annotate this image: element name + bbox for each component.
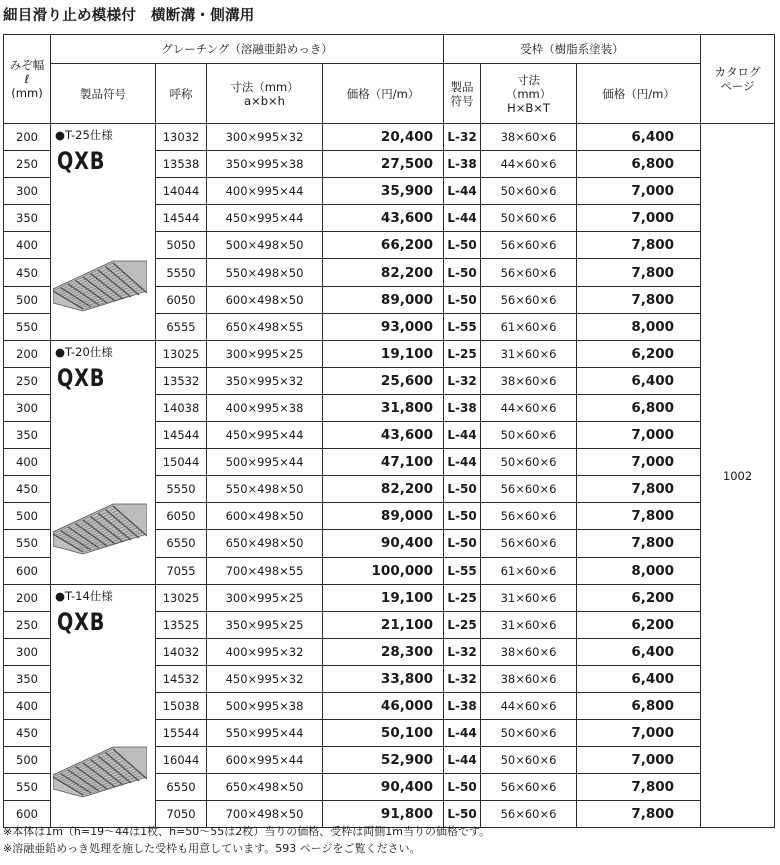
grating-name-cell: 5050: [156, 232, 207, 259]
width-cell: 400: [4, 449, 51, 476]
header-width: みぞ幅 ℓ (mm): [4, 35, 51, 124]
frame-price-cell: 6,400: [577, 367, 701, 394]
frame-code-cell: L-44: [444, 449, 481, 476]
frame-dims-cell: 61×60×6: [481, 557, 577, 584]
product-model-cell: [51, 340, 156, 584]
grating-dims-cell: 500×995×38: [207, 692, 323, 719]
width-cell: 400: [4, 232, 51, 259]
grating-dims-cell: 400×995×38: [207, 394, 323, 421]
frame-dims-cell: 44×60×6: [481, 151, 577, 178]
footnote: ※溶融亜鉛めっき処理を施した受枠も用意しています。593 ページをご覧ください。: [3, 842, 421, 855]
grating-name-cell: 14544: [156, 422, 207, 449]
grating-dims-cell: 600×498×50: [207, 286, 323, 313]
frame-dims-cell: 56×60×6: [481, 259, 577, 286]
grating-name-cell: 13532: [156, 367, 207, 394]
frame-dims-cell: 38×60×6: [481, 367, 577, 394]
grating-name-cell: 16044: [156, 747, 207, 774]
frame-price-cell: 7,800: [577, 232, 701, 259]
frame-dims-cell: 38×60×6: [481, 638, 577, 665]
grating-dims-cell: 650×498×50: [207, 530, 323, 557]
width-cell: 600: [4, 801, 51, 828]
grating-name-cell: 15044: [156, 449, 207, 476]
frame-dims-cell: 56×60×6: [481, 503, 577, 530]
frame-dims-cell: 61×60×6: [481, 313, 577, 340]
frame-price-cell: 7,800: [577, 503, 701, 530]
frame-price-cell: 6,400: [577, 665, 701, 692]
header-grating-price: 価格（円/m）: [323, 64, 444, 124]
header-grating-name: 呼称: [156, 64, 207, 124]
grating-name-cell: 15038: [156, 692, 207, 719]
frame-dims-cell: 31×60×6: [481, 611, 577, 638]
frame-dims-cell: 44×60×6: [481, 394, 577, 421]
frame-price-cell: 6,200: [577, 340, 701, 367]
grating-dims-cell: 600×498×50: [207, 503, 323, 530]
frame-price-cell: 6,200: [577, 611, 701, 638]
grating-dims-cell: 300×995×25: [207, 584, 323, 611]
grating-name-cell: 14044: [156, 178, 207, 205]
frame-code-cell: L-32: [444, 124, 481, 151]
frame-price-cell: 7,000: [577, 205, 701, 232]
grating-price-cell: 35,900: [323, 178, 444, 205]
grating-dims-cell: 450×995×44: [207, 205, 323, 232]
model-code: QXB: [57, 147, 106, 175]
frame-price-cell: 8,000: [577, 557, 701, 584]
frame-price-cell: 7,000: [577, 747, 701, 774]
frame-code-cell: L-38: [444, 151, 481, 178]
frame-dims-cell: 56×60×6: [481, 774, 577, 801]
frame-price-cell: 6,200: [577, 584, 701, 611]
width-cell: 200: [4, 124, 51, 151]
width-cell: 300: [4, 178, 51, 205]
frame-dims-cell: 56×60×6: [481, 476, 577, 503]
width-cell: 550: [4, 530, 51, 557]
grating-name-cell: 13538: [156, 151, 207, 178]
frame-dims-cell: 50×60×6: [481, 422, 577, 449]
grating-dims-cell: 550×995×44: [207, 720, 323, 747]
width-cell: 250: [4, 367, 51, 394]
grating-price-cell: 50,100: [323, 720, 444, 747]
grating-price-cell: 43,600: [323, 422, 444, 449]
table-body: [4, 124, 775, 828]
frame-price-cell: 6,800: [577, 394, 701, 421]
grating-price-cell: 89,000: [323, 503, 444, 530]
grating-name-cell: 14038: [156, 394, 207, 421]
frame-price-cell: 7,000: [577, 449, 701, 476]
width-cell: 500: [4, 503, 51, 530]
product-model-cell: [51, 584, 156, 828]
frame-dims-cell: 50×60×6: [481, 747, 577, 774]
grating-name-cell: 15544: [156, 720, 207, 747]
frame-code-cell: L-44: [444, 747, 481, 774]
grating-price-cell: 21,100: [323, 611, 444, 638]
grating-dims-cell: 350×995×25: [207, 611, 323, 638]
frame-dims-cell: 56×60×6: [481, 801, 577, 828]
width-cell: 450: [4, 259, 51, 286]
grating-dims-cell: 700×498×55: [207, 557, 323, 584]
header-grating-group: グレーチング（溶融亜鉛めっき）: [51, 35, 444, 64]
frame-code-cell: L-50: [444, 259, 481, 286]
frame-code-cell: L-38: [444, 692, 481, 719]
frame-price-cell: 7,800: [577, 286, 701, 313]
grating-price-cell: 82,200: [323, 259, 444, 286]
grating-dims-cell: 450×995×44: [207, 422, 323, 449]
width-cell: 350: [4, 422, 51, 449]
grating-price-cell: 20,400: [323, 124, 444, 151]
width-cell: 450: [4, 476, 51, 503]
frame-code-cell: L-44: [444, 720, 481, 747]
frame-price-cell: 7,000: [577, 422, 701, 449]
width-cell: 550: [4, 774, 51, 801]
grating-price-cell: 93,000: [323, 313, 444, 340]
grating-price-cell: 43,600: [323, 205, 444, 232]
grating-name-cell: 6550: [156, 774, 207, 801]
spec-label: ●T-20仕様: [55, 344, 113, 359]
width-cell: 600: [4, 557, 51, 584]
spec-label: ●T-14仕様: [55, 588, 113, 603]
width-cell: 500: [4, 286, 51, 313]
width-cell: 350: [4, 205, 51, 232]
grating-dims-cell: 650×498×50: [207, 774, 323, 801]
frame-dims-cell: 31×60×6: [481, 584, 577, 611]
header-frame-dims: 寸法 （mm） H×B×T: [481, 64, 577, 124]
width-cell: 350: [4, 665, 51, 692]
grating-price-cell: 47,100: [323, 449, 444, 476]
table-row: [4, 124, 775, 151]
grating-name-cell: 5550: [156, 476, 207, 503]
frame-code-cell: L-25: [444, 340, 481, 367]
header-frame-price: 価格（円/m）: [577, 64, 701, 124]
grating-name-cell: 7050: [156, 801, 207, 828]
model-code: QXB: [57, 607, 106, 636]
frame-price-cell: 7,000: [577, 720, 701, 747]
width-cell: 400: [4, 692, 51, 719]
grating-dims-cell: 700×498×50: [207, 801, 323, 828]
frame-code-cell: L-50: [444, 530, 481, 557]
width-cell: 200: [4, 340, 51, 367]
frame-code-cell: L-44: [444, 178, 481, 205]
width-cell: 550: [4, 313, 51, 340]
frame-dims-cell: 50×60×6: [481, 720, 577, 747]
grating-name-cell: 14032: [156, 638, 207, 665]
frame-price-cell: 8,000: [577, 313, 701, 340]
frame-price-cell: 6,800: [577, 692, 701, 719]
grating-price-cell: 89,000: [323, 286, 444, 313]
grating-name-cell: 13025: [156, 340, 207, 367]
frame-code-cell: L-50: [444, 286, 481, 313]
grating-price-cell: 31,800: [323, 394, 444, 421]
grating-price-cell: 25,600: [323, 367, 444, 394]
grating-dims-cell: 550×498×50: [207, 476, 323, 503]
grating-name-cell: 6050: [156, 503, 207, 530]
frame-dims-cell: 56×60×6: [481, 530, 577, 557]
grating-price-cell: 19,100: [323, 340, 444, 367]
frame-price-cell: 6,400: [577, 638, 701, 665]
width-cell: 300: [4, 394, 51, 421]
footnotes: [3, 823, 490, 857]
grating-name-cell: 6550: [156, 530, 207, 557]
frame-dims-cell: 50×60×6: [481, 178, 577, 205]
grating-dims-cell: 600×995×44: [207, 747, 323, 774]
footnote: ※本体は1m（h=19〜44は1枚、h=50〜55は2枚）当りの価格、受枠は両側1m当りの価格です。: [3, 825, 491, 838]
grating-name-cell: 5550: [156, 259, 207, 286]
grating-image: [53, 494, 147, 558]
frame-code-cell: L-50: [444, 232, 481, 259]
frame-code-cell: L-55: [444, 557, 481, 584]
frame-price-cell: 7,800: [577, 259, 701, 286]
grating-name-cell: 13525: [156, 611, 207, 638]
frame-price-cell: 7,800: [577, 801, 701, 828]
width-cell: 500: [4, 747, 51, 774]
grating-dims-cell: 500×995×44: [207, 449, 323, 476]
page-title: 細目滑り止め模様付 横断溝・側溝用: [3, 8, 255, 24]
grating-name-cell: 14532: [156, 665, 207, 692]
frame-code-cell: L-32: [444, 638, 481, 665]
grating-name-cell: 7055: [156, 557, 207, 584]
frame-dims-cell: 50×60×6: [481, 205, 577, 232]
frame-code-cell: L-50: [444, 503, 481, 530]
frame-price-cell: 6,800: [577, 151, 701, 178]
frame-dims-cell: 50×60×6: [481, 449, 577, 476]
frame-code-cell: L-50: [444, 801, 481, 828]
grating-dims-cell: 650×498×55: [207, 313, 323, 340]
frame-dims-cell: 31×60×6: [481, 340, 577, 367]
grating-name-cell: 6050: [156, 286, 207, 313]
frame-dims-cell: 38×60×6: [481, 665, 577, 692]
frame-code-cell: L-38: [444, 394, 481, 421]
grating-dims-cell: 550×498×50: [207, 259, 323, 286]
frame-code-cell: L-25: [444, 584, 481, 611]
frame-code-cell: L-44: [444, 422, 481, 449]
model-code: QXB: [57, 363, 106, 392]
grating-price-cell: 90,400: [323, 530, 444, 557]
header-catalog: カタログ ページ: [701, 35, 775, 124]
grating-dims-cell: 400×995×44: [207, 178, 323, 205]
frame-price-cell: 7,800: [577, 476, 701, 503]
grating-price-cell: 46,000: [323, 692, 444, 719]
frame-code-cell: L-50: [444, 476, 481, 503]
header-frame-group: 受枠（樹脂系塗装）: [444, 35, 701, 64]
product-model-cell: [51, 124, 156, 341]
table-row: [4, 584, 775, 611]
header-grating-dims: 寸法（mm） a×b×h: [207, 64, 323, 124]
price-table: [3, 34, 775, 828]
grating-price-cell: 82,200: [323, 476, 444, 503]
frame-dims-cell: 38×60×6: [481, 124, 577, 151]
frame-code-cell: L-32: [444, 367, 481, 394]
grating-image: [53, 251, 147, 315]
frame-dims-cell: 56×60×6: [481, 232, 577, 259]
table-row: [4, 340, 775, 367]
width-cell: 250: [4, 611, 51, 638]
grating-dims-cell: 300×995×32: [207, 124, 323, 151]
frame-price-cell: 7,800: [577, 774, 701, 801]
grating-price-cell: 33,800: [323, 665, 444, 692]
frame-code-cell: L-32: [444, 665, 481, 692]
width-cell: 450: [4, 720, 51, 747]
frame-code-cell: L-25: [444, 611, 481, 638]
grating-name-cell: 14544: [156, 205, 207, 232]
grating-price-cell: 27,500: [323, 151, 444, 178]
grating-name-cell: 13025: [156, 584, 207, 611]
grating-price-cell: 100,000: [323, 557, 444, 584]
grating-dims-cell: 350×995×38: [207, 151, 323, 178]
frame-code-cell: L-50: [444, 774, 481, 801]
grating-dims-cell: 500×498×50: [207, 232, 323, 259]
frame-price-cell: 6,400: [577, 124, 701, 151]
grating-price-cell: 28,300: [323, 638, 444, 665]
header-frame-code: 製品 符号: [444, 64, 481, 124]
grating-dims-cell: 300×995×25: [207, 340, 323, 367]
grating-dims-cell: 350×995×32: [207, 367, 323, 394]
width-cell: 200: [4, 584, 51, 611]
frame-code-cell: L-44: [444, 205, 481, 232]
width-cell: 250: [4, 151, 51, 178]
grating-dims-cell: 400×995×32: [207, 638, 323, 665]
grating-price-cell: 91,800: [323, 801, 444, 828]
frame-dims-cell: 44×60×6: [481, 692, 577, 719]
grating-price-cell: 66,200: [323, 232, 444, 259]
grating-price-cell: 52,900: [323, 747, 444, 774]
frame-price-cell: 7,800: [577, 530, 701, 557]
grating-price-cell: 90,400: [323, 774, 444, 801]
grating-name-cell: 6555: [156, 313, 207, 340]
frame-price-cell: 7,000: [577, 178, 701, 205]
spec-label: ●T-25仕様: [55, 128, 113, 142]
catalog-page-cell: 1002: [701, 124, 775, 828]
width-cell: 300: [4, 638, 51, 665]
frame-code-cell: L-55: [444, 313, 481, 340]
grating-dims-cell: 450×995×32: [207, 665, 323, 692]
header-grating-code: 製品符号: [51, 64, 156, 124]
grating-image: [53, 737, 147, 801]
grating-name-cell: 13032: [156, 124, 207, 151]
frame-dims-cell: 56×60×6: [481, 286, 577, 313]
grating-price-cell: 19,100: [323, 584, 444, 611]
